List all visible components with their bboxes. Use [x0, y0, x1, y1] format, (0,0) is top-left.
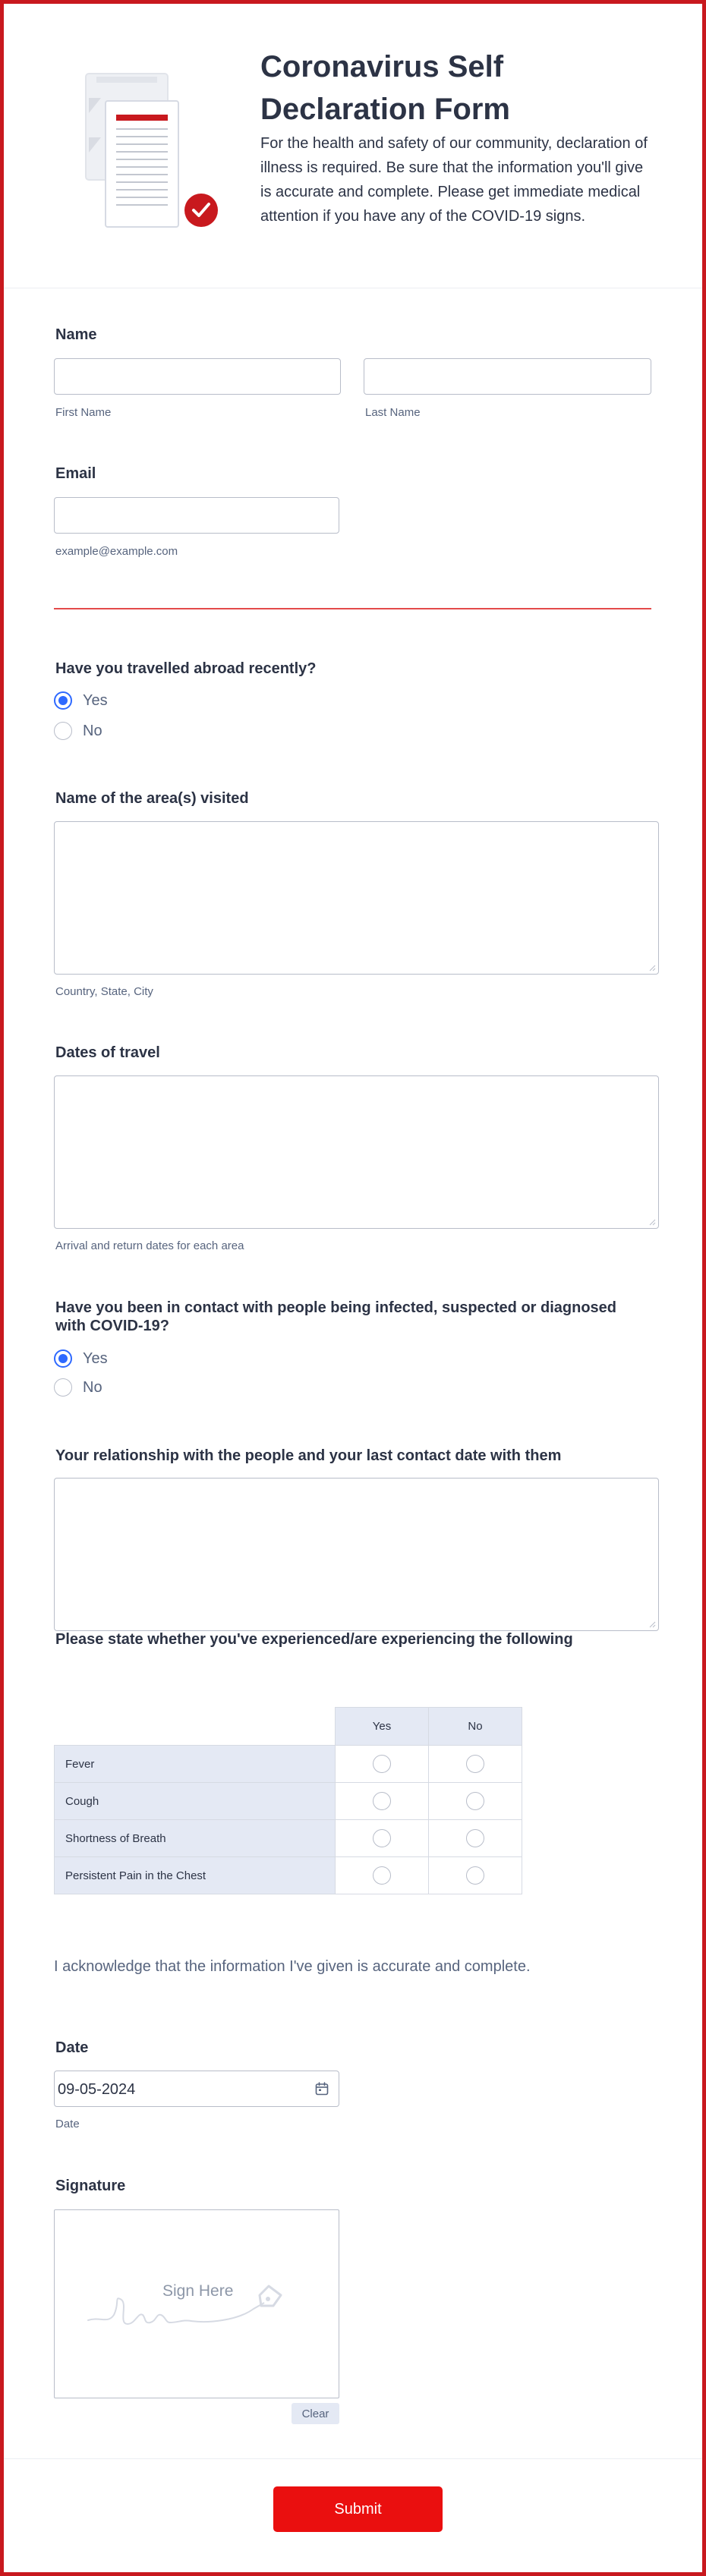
calendar-icon[interactable] [314, 2081, 329, 2096]
resize-grip-icon[interactable] [648, 1620, 656, 1628]
signature-placeholder: Sign Here [162, 2282, 234, 2300]
clear-signature-button[interactable]: Clear [292, 2403, 339, 2424]
signature-label: Signature [55, 2178, 126, 2194]
matrix-radio[interactable] [466, 1866, 484, 1885]
resize-grip-icon[interactable] [648, 964, 656, 972]
form-description: For the health and safety of our community, declaration of illness is required. Be sure that the information you'll give is accurate and complete. Please get immediate medical attention if you have any of the COVID-19 signs. [260, 135, 648, 225]
form-header [4, 4, 702, 288]
submit-button[interactable]: Submit [273, 2486, 443, 2532]
signature-pad[interactable] [54, 2209, 339, 2398]
first-name-sublabel: First Name [55, 406, 112, 419]
last-name-input[interactable] [364, 358, 651, 395]
symptoms-label: Please state whether you've experienced/are experiencing the following [55, 1631, 573, 1648]
matrix-row [55, 1783, 522, 1820]
radio-label: Yes [83, 691, 108, 709]
radio-label: Yes [83, 1349, 108, 1367]
matrix-row-label: Fever [55, 1746, 336, 1783]
radio-button[interactable] [54, 691, 72, 710]
date-sublabel: Date [55, 2118, 80, 2130]
radio-label: No [83, 722, 102, 739]
section-divider [54, 608, 651, 609]
dates-travel-textarea[interactable] [54, 1075, 659, 1229]
matrix-column-no: No [429, 1708, 522, 1746]
travelled-label: Have you travelled abroad recently? [55, 660, 317, 677]
email-input[interactable] [54, 497, 339, 534]
matrix-row-label: Cough [55, 1783, 336, 1820]
resize-grip-icon[interactable] [648, 1218, 656, 1226]
form-title: Coronavirus Self Declaration Form [260, 50, 510, 126]
matrix-radio[interactable] [373, 1866, 391, 1885]
matrix-radio[interactable] [373, 1829, 391, 1847]
date-input[interactable] [54, 2071, 339, 2107]
matrix-row [55, 1746, 522, 1783]
radio-button[interactable] [54, 1378, 72, 1397]
radio-button[interactable] [54, 722, 72, 740]
date-value: 09-05-2024 [58, 2081, 136, 2098]
email-label: Email [55, 465, 96, 482]
areas-textarea[interactable] [54, 821, 659, 975]
radio-label: No [83, 1378, 102, 1396]
name-label: Name [55, 326, 97, 343]
matrix-radio[interactable] [466, 1829, 484, 1847]
areas-sublabel: Country, State, City [55, 985, 153, 998]
document-checkmark-icon [80, 68, 224, 235]
matrix-radio[interactable] [466, 1792, 484, 1810]
matrix-row-label: Shortness of Breath [55, 1820, 336, 1857]
acknowledge-text: I acknowledge that the information I've given is accurate and complete. [54, 1958, 531, 1975]
symptoms-matrix [54, 1707, 522, 1894]
dates-travel-sublabel: Arrival and return dates for each area [55, 1239, 244, 1252]
radio-button[interactable] [54, 1349, 72, 1368]
travelled-option-yes[interactable] [54, 689, 108, 712]
matrix-corner [55, 1708, 336, 1746]
contact-label: Have you been in contact with people being infected, suspected or diagnosed with COVID-19? [55, 1299, 617, 1334]
matrix-column-yes: Yes [336, 1708, 429, 1746]
matrix-radio[interactable] [373, 1792, 391, 1810]
matrix-radio[interactable] [373, 1755, 391, 1773]
dates-travel-label: Dates of travel [55, 1044, 160, 1061]
matrix-row [55, 1857, 522, 1894]
footer-divider [4, 2458, 702, 2459]
last-name-sublabel: Last Name [365, 406, 421, 419]
contact-option-no[interactable] [54, 1376, 102, 1399]
matrix-radio[interactable] [466, 1755, 484, 1773]
relationship-label: Your relationship with the people and your last contact date with them [55, 1447, 562, 1464]
travelled-option-no[interactable] [54, 720, 102, 742]
areas-label: Name of the area(s) visited [55, 790, 249, 807]
contact-option-yes[interactable] [54, 1347, 108, 1370]
date-label: Date [55, 2039, 89, 2056]
signature-scribble-icon [55, 2210, 340, 2399]
first-name-input[interactable] [54, 358, 341, 395]
matrix-row-label: Persistent Pain in the Chest [55, 1857, 336, 1894]
email-sublabel: example@example.com [55, 545, 178, 558]
relationship-textarea[interactable] [54, 1478, 659, 1631]
matrix-row [55, 1820, 522, 1857]
